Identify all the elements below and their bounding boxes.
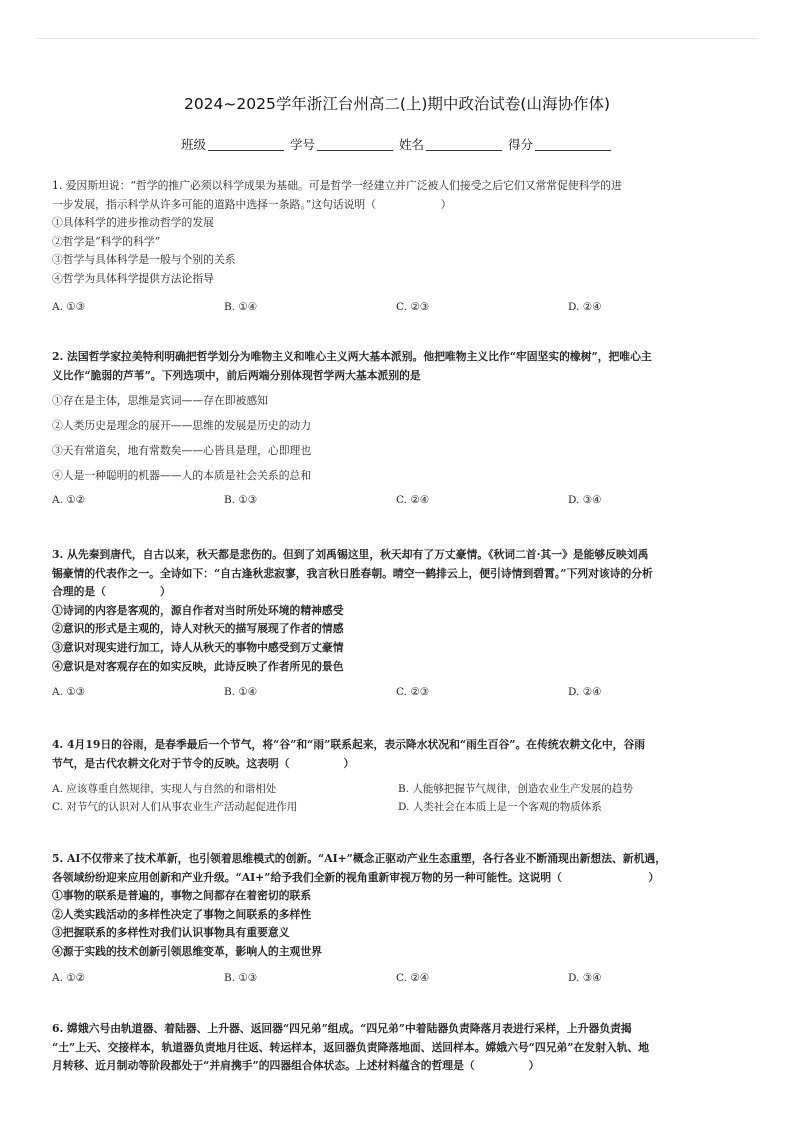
question-2 <box>52 347 744 385</box>
option-d[interactable]: D. 人类社会在本质上是一个客观的物质体系 <box>398 801 602 814</box>
question-4 <box>52 736 744 816</box>
statement-item: ②哲学是“科学的科学” <box>52 234 161 248</box>
answer-options <box>52 969 744 988</box>
page-title: 2024~2025学年浙江台州高二(上)期中政治试卷(山海协作体) <box>183 95 611 113</box>
question-3 <box>52 546 744 702</box>
question-stem: 1. 爱因斯坦说：“哲学的推广必须以科学成果为基础。可是哲学一经建立并广泛被人们接受之后它们又常常促使科学的进 一步发展，指示科学从许多可能的道路中选择一条路。”这句话说明（ ） <box>52 179 622 211</box>
question-1 <box>52 177 744 316</box>
statement-item: ③天有常道矣，地有常数矣——心皆具是理，心即理也 <box>52 444 312 457</box>
id-blank[interactable] <box>317 138 393 151</box>
option-b[interactable]: B. ①④ <box>224 300 258 313</box>
class-blank[interactable] <box>208 138 284 151</box>
statement-item: ①具体科学的进步推动哲学的发展 <box>52 216 214 230</box>
option-a[interactable]: A. ①② <box>52 494 86 506</box>
statement-item: ①诗词的内容是客观的，源自作者对当时所处环境的精神感受 <box>52 603 344 617</box>
question-6 <box>52 1020 744 1076</box>
question-2-body <box>52 388 744 509</box>
option-c[interactable]: C. ②③ <box>396 300 430 313</box>
option-b[interactable]: B. 人能够把握节气规律，创造农业生产发展的趋势 <box>398 783 633 796</box>
statement-item: ④意识是对客观存在的如实反映，此诗反映了作者所见的景色 <box>52 659 344 673</box>
answer-options <box>52 298 744 317</box>
answer-options <box>52 780 744 816</box>
statement-item: ①事物的联系是普遍的，事物之间都存在着密切的联系 <box>52 889 312 903</box>
answer-options <box>52 491 744 509</box>
question-stem: 5. AI不仅带来了技术革新，也引领着思维模式的创新。“AI+”概念正驱动产业生态重塑，各行各业不断涌现出新想法、新机遇， 各领域纷纷迎来应用创新和产业升级。“AI+”给予我们全新的视角重新审视万物的另一种可能性。这说明（ ） <box>52 852 666 884</box>
statement-item: ④哲学为具体科学提供方法论指导 <box>52 271 214 285</box>
question-5 <box>52 850 744 987</box>
option-c[interactable]: C. 对节气的认识对人们从事农业生产活动起促进作用 <box>52 801 298 814</box>
option-b[interactable]: B. ①④ <box>224 686 258 699</box>
statement-item: ④源于实践的技术创新引领思维变革，影响人的主观世界 <box>52 944 322 958</box>
header-rule <box>36 38 758 39</box>
student-info-line <box>0 135 794 153</box>
option-a[interactable]: A. ①② <box>52 971 86 984</box>
statement-item: ②人类历史是理念的展开——思维的发展是历史的动力 <box>52 419 312 432</box>
statement-item: ②人类实践活动的多样性决定了事物之间联系的多样性 <box>52 907 312 921</box>
question-stem: 3. 从先秦到唐代，自古以来，秋天都是悲伤的。但到了刘禹锡这里，秋天却有了万丈豪情。《秋词二首·其一》是能够反映刘禹 锡豪情的代表作之一。全诗如下：“自古逢秋悲寂寥，我言秋日胜春朝。晴空一鹤排云上，便引诗情到碧霄。”下列对该诗的分析 合理的是（ ） <box>52 548 653 599</box>
option-a[interactable]: A. ①③ <box>52 300 86 313</box>
name-blank[interactable] <box>426 138 502 151</box>
question-stem: 6. 嫦娥六号由轨道器、着陆器、上升器、返回器“四兄弟”组成。“四兄弟”中着陆器负责降落月表进行采样，上升器负责揭 “土”上天、交接样本，轨道器负责地月往返、转运样本，返回器负责降落地面、送回样本。嫦娥六号“四兄弟”在发射入轨、地 月转移、近月制动等阶段都处于“并肩携手”的四器组合体状态。上述材料蕴含的哲理是（ ） <box>52 1022 650 1073</box>
option-d[interactable]: D. ②④ <box>568 300 602 313</box>
question-stem: 2. 法国哲学家拉美特利明确把哲学划分为唯物主义和唯心主义两大基本派别。他把唯物主义比作“牢固坚实的橡树”，把唯心主 义比作“脆弱的芦苇”。下列选项中，前后两端分别体现哲学两大基本派别的是 <box>52 350 652 382</box>
option-b[interactable]: B. ①③ <box>224 494 258 506</box>
statement-item: ③意识对现实进行加工，诗人从秋天的事物中感受到万丈豪情 <box>52 640 344 654</box>
option-d[interactable]: D. ③④ <box>568 494 602 506</box>
option-a[interactable]: A. 应该尊重自然规律，实现人与自然的和谐相处 <box>52 783 277 796</box>
statement-item: ④人是一种聪明的机器——人的本质是社会关系的总和 <box>52 469 312 482</box>
option-c[interactable]: C. ②④ <box>396 494 430 506</box>
option-c[interactable]: C. ②③ <box>396 686 430 699</box>
score-label: 得分 <box>507 137 533 152</box>
class-label: 班级 <box>180 137 206 152</box>
question-stem: 4. 4月19日的谷雨，是春季最后一个节气，将“谷”和“雨”联系起来，表示降水状况和“雨生百谷”。在传统农耕文化中，谷雨 节气，是古代农耕文化对于节令的反映。这表明（ ） <box>52 738 646 770</box>
option-b[interactable]: B. ①③ <box>224 971 258 984</box>
option-d[interactable]: D. ③④ <box>568 971 602 984</box>
option-a[interactable]: A. ①③ <box>52 686 86 699</box>
statement-item: ①存在是主体，思维是宾词——存在即被感知 <box>52 394 268 407</box>
statement-item: ②意识的形式是主观的，诗人对秋天的描写展现了作者的情感 <box>52 622 344 636</box>
score-blank[interactable] <box>535 138 611 151</box>
option-c[interactable]: C. ②④ <box>396 971 430 984</box>
statement-item: ③哲学与具体科学是一般与个别的关系 <box>52 253 236 267</box>
id-label: 学号 <box>289 137 315 152</box>
name-label: 姓名 <box>398 137 424 152</box>
statement-item: ③把握联系的多样性对我们认识事物具有重要意义 <box>52 926 290 940</box>
option-d[interactable]: D. ②④ <box>568 686 602 699</box>
answer-options <box>52 683 744 702</box>
